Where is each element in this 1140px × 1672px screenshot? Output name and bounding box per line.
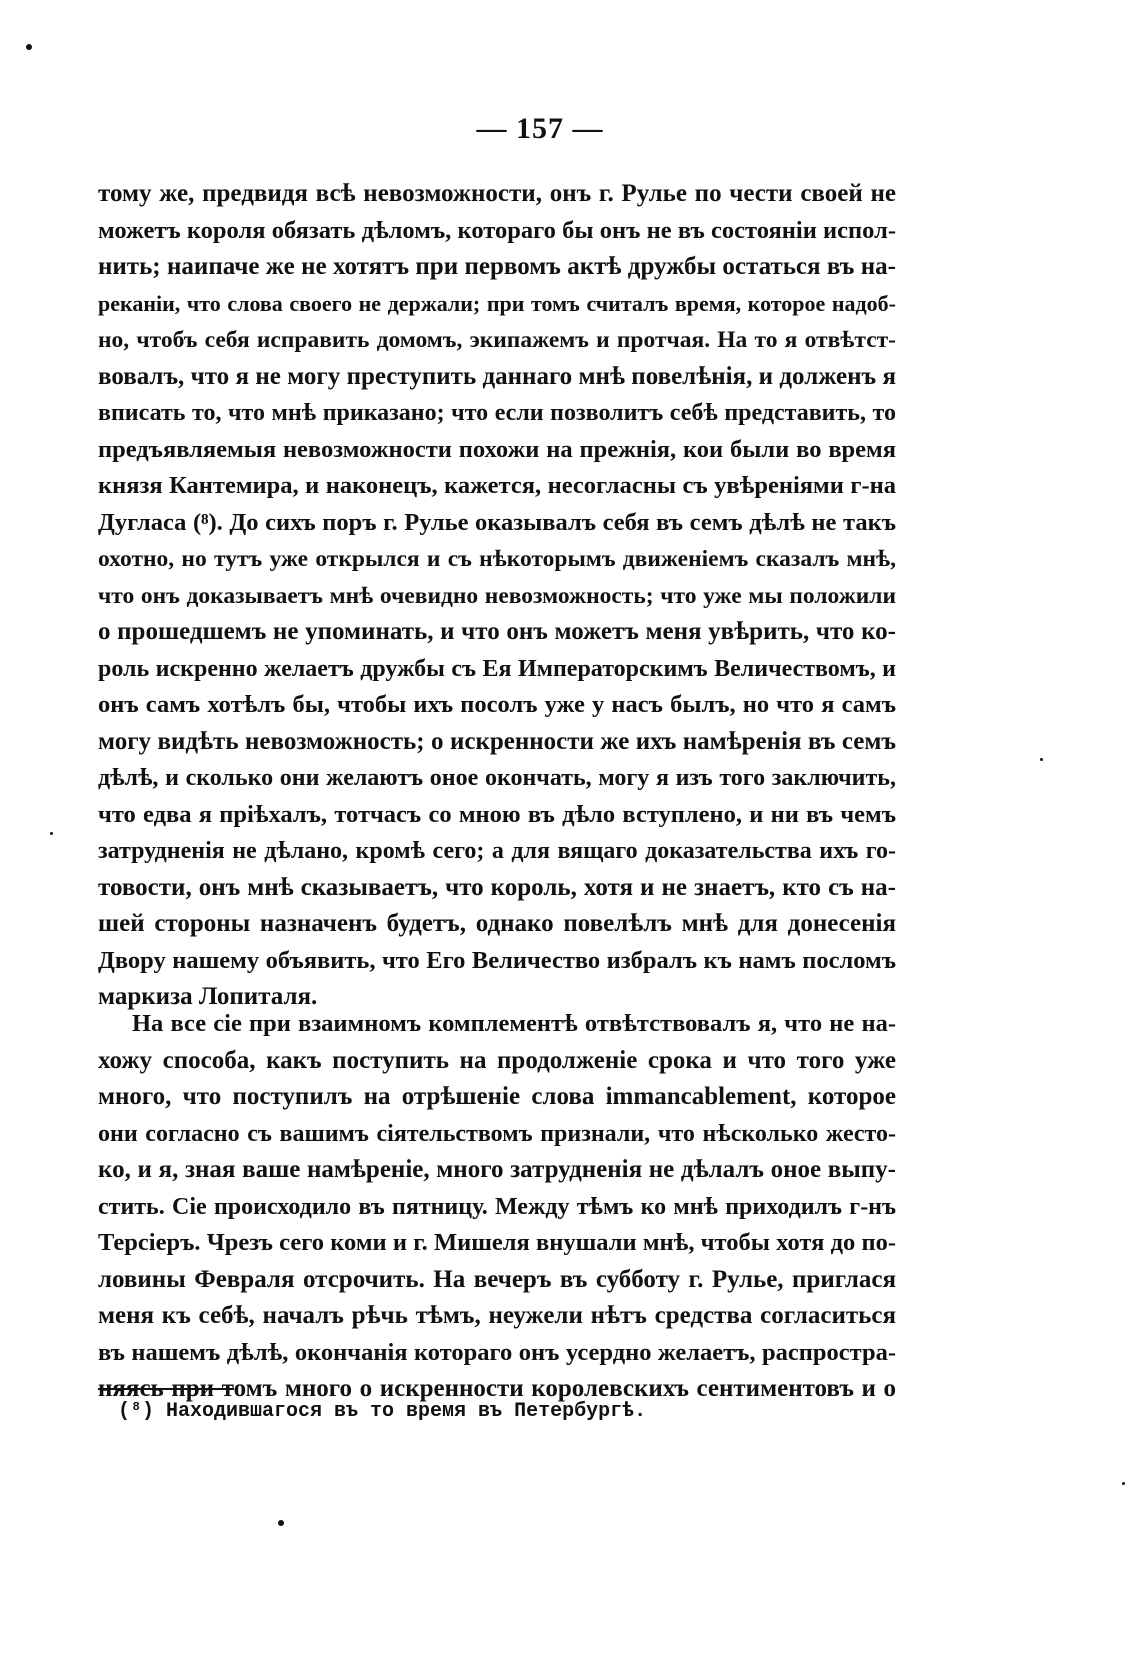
text-line: что едва я пріѣхалъ, тотчасъ со мною въ дѣло вступлено, и ни въ чемъ <box>98 800 896 828</box>
footnote-divider <box>98 1388 234 1390</box>
scan-speck <box>50 832 53 835</box>
text-line: нить; наипаче же не хотятъ при первомъ актѣ дружбы остаться въ на- <box>98 253 896 280</box>
text-line: затрудненія не дѣлано, кромѣ сего; а для вящаго доказательства ихъ го- <box>98 838 896 864</box>
scan-speck <box>1122 1482 1125 1485</box>
text-line: вписать то, что мнѣ приказано; что если позволитъ себѣ представить, то <box>98 400 896 426</box>
text-line: ловины Февраля отсрочить. На вечеръ въ субботу г. Рулье, приглася <box>98 1265 896 1293</box>
text-line: предъявляемыя невозможности похожи на прежнія, кои были во время <box>98 435 896 463</box>
text-line: стить. Сіе происходило въ пятницу. Между тѣмъ ко мнѣ приходилъ г-нъ <box>98 1193 896 1220</box>
text-line: можетъ короля обязать дѣломъ, котораго бы онъ не въ состояніи испол- <box>98 216 896 244</box>
text-line: князя Кантемира, и наконецъ, кажется, несогласны съ увѣреніями г-на <box>98 472 896 499</box>
text-line: шей стороны назначенъ будетъ, однако повелѣлъ мнѣ для донесенія <box>98 910 896 937</box>
footnote: (⁸) Находившагося въ то время въ Петербургѣ. <box>118 1400 647 1423</box>
text-line: вовалъ, что я не могу преступить даннаго мнѣ повелѣнія, и долженъ я <box>98 362 896 390</box>
text-line: но, чтобъ себя исправить домомъ, экипажемъ и протчая. На то я отвѣтст- <box>98 327 896 353</box>
text-line: тому же, предвидя всѣ невозможности, онъ г. Рулье по чести своей не <box>98 180 896 207</box>
text-line: они согласно съ вашимъ сіятельствомъ признали, что нѣсколько жесто- <box>98 1120 896 1147</box>
scan-speck <box>1040 758 1043 761</box>
text-line: ко, и я, зная ваше намѣреніе, много затрудненія не дѣлалъ оное выпу- <box>98 1156 896 1183</box>
text-line: могу видѣть невозможность; о искренности же ихъ намѣренія въ семъ <box>98 727 896 755</box>
text-line: На все сіе при взаимномъ комплементѣ отвѣтствовалъ я, что не на- <box>132 1010 896 1037</box>
text-line: Двору нашему объявить, что Его Величество избралъ къ намъ посломъ <box>98 946 896 974</box>
text-line: въ нашемъ дѣлѣ, окончанія котораго онъ усердно желаетъ, распростра- <box>98 1338 896 1366</box>
text-line: много, что поступилъ на отрѣшеніе слова immancablement, которое <box>98 1083 896 1110</box>
page-number: — 157 — <box>476 112 604 145</box>
text-line: онъ самъ хотѣлъ бы, чтобы ихъ посолъ уже у насъ былъ, но что я самъ <box>98 691 896 718</box>
text-line: что онъ доказываетъ мнѣ очевидно невозможность; что уже мы положили <box>98 582 896 609</box>
scan-speck <box>278 1520 284 1526</box>
text-line: о прошедшемъ не упоминать, и что онъ можетъ меня увѣрить, что ко- <box>98 618 896 645</box>
text-line: роль искренно желаетъ дружбы съ Ея Императорскимъ Величествомъ, и <box>98 655 896 682</box>
scan-speck <box>26 44 32 50</box>
text-line: маркиза Лопиталя. <box>98 983 318 1010</box>
text-line: няясь при томъ много о искренности королевскихъ сентиментовъ и о <box>98 1375 896 1402</box>
paragraph-2 <box>98 1006 896 1408</box>
text-line: Терсіеръ. Чрезъ сего коми и г. Мишеля внушали мнѣ, чтобы хотя до по- <box>98 1229 896 1256</box>
text-line: Дугласа (⁸). До сихъ поръ г. Рулье оказывалъ себя въ семъ дѣлѣ не такъ <box>98 508 896 536</box>
paragraph-1 <box>98 176 896 1016</box>
text-line: хожу способа, какъ поступить на продолженіе срока и что того уже <box>98 1046 896 1074</box>
text-line: охотно, но тутъ уже открылся и съ нѣкоторымъ движеніемъ сказалъ мнѣ, <box>98 546 896 572</box>
text-line: товости, онъ мнѣ сказываетъ, что король, хотя и не знаетъ, кто съ на- <box>98 873 896 901</box>
text-line: дѣлѣ, и сколько они желаютъ оное окончать, могу я изъ того заключить, <box>98 765 896 791</box>
text-line: меня къ себѣ, началъ рѣчь тѣмъ, неужели нѣтъ средства согласиться <box>98 1302 896 1329</box>
text-line: реканіи, что слова своего не держали; при томъ считалъ время, которое надоб- <box>98 290 896 316</box>
